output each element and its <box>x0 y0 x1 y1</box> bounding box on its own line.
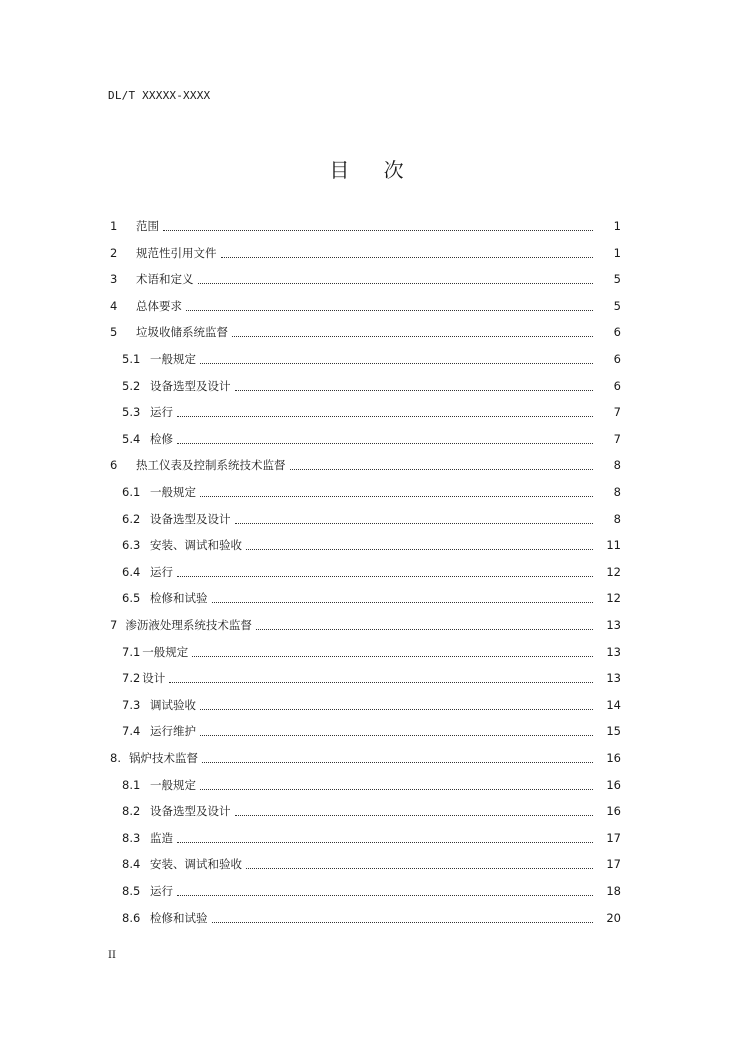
toc-entry[interactable] <box>0 213 733 239</box>
toc-dot-leader <box>177 399 593 425</box>
toc-entry[interactable] <box>0 772 733 798</box>
toc-entry-label: 设备选型及设计 <box>150 511 231 526</box>
toc-entry-label: 热工仪表及控制系统技术监督 <box>136 458 286 473</box>
toc-dot-leader <box>235 798 594 824</box>
toc-dot-leader <box>192 639 593 665</box>
toc-entry-number: 4 <box>110 298 118 313</box>
toc-entry[interactable] <box>0 612 733 638</box>
toc-entry[interactable] <box>0 878 733 904</box>
toc-entry[interactable] <box>0 399 733 425</box>
toc-entry-number: 5.2 <box>122 378 141 393</box>
toc-entry-number: 6 <box>110 458 118 473</box>
toc-entry-number: 7 <box>110 618 118 632</box>
toc-dot-leader <box>200 479 593 505</box>
toc-entry-label: 一般规定 <box>150 485 196 499</box>
toc-entry-label: 锅炉技术监督 <box>128 751 198 765</box>
toc-entry-label: 总体要求 <box>136 298 182 313</box>
toc-entry-page: 7 <box>613 405 621 420</box>
toc-entry-page: 20 <box>606 910 621 925</box>
toc-entry-label: 设备选型及设计 <box>150 804 231 819</box>
toc-entry-label: 运行 <box>150 884 173 898</box>
toc-entry-page: 8 <box>613 485 621 499</box>
toc-dot-leader <box>235 373 594 399</box>
toc-entry[interactable] <box>0 346 733 372</box>
footer-page-number: II <box>108 950 116 961</box>
toc-entry-page: 1 <box>613 219 621 233</box>
toc-entry-page: 1 <box>613 245 621 260</box>
toc-dot-leader <box>202 745 593 771</box>
toc-entry-label: 调试验收 <box>150 697 196 712</box>
toc-entry-page: 8 <box>613 511 621 526</box>
toc-dot-leader <box>232 319 593 345</box>
toc-entry-number: 5 <box>110 325 118 340</box>
toc-entry[interactable] <box>0 479 733 505</box>
toc-entry-page: 7 <box>613 431 621 446</box>
toc-dot-leader <box>163 213 593 239</box>
toc-entry-label: 安装、调试和验收 <box>150 538 242 553</box>
toc-entry-label: 术语和定义 <box>136 272 194 287</box>
toc-entry[interactable] <box>0 293 733 319</box>
toc-entry-label: 安装、调试和验收 <box>150 857 242 872</box>
toc-dot-leader <box>200 692 593 718</box>
toc-entry-number: 2 <box>110 245 118 260</box>
toc-entry[interactable] <box>0 798 733 824</box>
toc-entry-label: 检修和试验 <box>150 591 208 606</box>
toc-dot-leader <box>221 240 594 266</box>
toc-entry-label: 监造 <box>150 830 173 845</box>
toc-entry-page: 17 <box>606 830 621 845</box>
toc-entry-number: 6.2 <box>122 511 141 526</box>
toc-entry[interactable] <box>0 240 733 266</box>
toc-entry-label: 设计 <box>142 671 166 686</box>
toc-entry-page: 17 <box>606 857 621 872</box>
toc-entry-page: 13 <box>606 618 621 632</box>
toc-entry-number: 8. <box>110 751 121 765</box>
toc-entry-label: 一般规定 <box>150 352 196 366</box>
toc-dot-leader <box>177 426 593 452</box>
toc-entry-page: 8 <box>613 458 621 473</box>
toc-entry-number: 6.1 <box>122 485 141 499</box>
toc-entry-number: 6.3 <box>122 538 141 553</box>
toc-entry-page: 13 <box>606 644 621 659</box>
toc-entry[interactable] <box>0 452 733 478</box>
toc-entry-page: 6 <box>613 378 621 393</box>
toc-dot-leader <box>256 612 593 638</box>
toc-entry-label: 运行维护 <box>150 724 196 739</box>
toc-dot-leader <box>200 772 593 798</box>
toc-entry[interactable] <box>0 585 733 611</box>
toc-dot-leader <box>200 346 593 372</box>
toc-entry-label: 范围 <box>136 219 159 233</box>
toc-entry[interactable] <box>0 426 733 452</box>
toc-entry-page: 6 <box>613 352 621 366</box>
toc-entry[interactable] <box>0 905 733 931</box>
toc-entry-number: 8.3 <box>122 830 141 845</box>
toc-entry-page: 5 <box>613 298 621 313</box>
toc-entry-page: 13 <box>606 671 621 686</box>
toc-entry-label: 垃圾收储系统监督 <box>136 325 228 340</box>
toc-entry[interactable] <box>0 559 733 585</box>
toc-dot-leader <box>198 266 594 292</box>
toc-entry[interactable] <box>0 745 733 771</box>
toc-entry-page: 5 <box>613 272 621 287</box>
toc-dot-leader <box>169 665 593 691</box>
toc-entry-number: 3 <box>110 272 118 287</box>
toc-entry-page: 16 <box>606 777 621 792</box>
toc-entry-page: 12 <box>606 591 621 606</box>
toc-entry[interactable] <box>0 692 733 718</box>
toc-entry-page: 16 <box>606 804 621 819</box>
toc-entry-label: 设备选型及设计 <box>150 378 231 393</box>
toc-dot-leader <box>290 452 594 478</box>
toc-title: 目 次 <box>329 158 418 182</box>
toc-dot-leader <box>246 851 593 877</box>
toc-entry-number: 7.3 <box>122 697 141 712</box>
toc-entry[interactable] <box>0 506 733 532</box>
toc-entry-page: 12 <box>606 564 621 579</box>
toc-entry-number: 8.4 <box>122 857 141 872</box>
toc-entry-label: 运行 <box>150 405 173 420</box>
toc-dot-leader <box>212 905 594 931</box>
toc-entry-label: 规范性引用文件 <box>136 245 217 260</box>
toc-entry-page: 16 <box>606 751 621 765</box>
toc-dot-leader <box>177 825 593 851</box>
toc-entry-label: 运行 <box>150 564 173 579</box>
toc-entry[interactable] <box>0 718 733 744</box>
document-code: DL/T XXXXX-XXXX <box>108 89 211 102</box>
toc-entry[interactable] <box>0 665 733 691</box>
toc-entry[interactable] <box>0 639 733 665</box>
toc-entry-label: 一般规定 <box>150 777 196 792</box>
toc-entry[interactable] <box>0 825 733 851</box>
toc-entry-number: 7.2 <box>122 671 141 686</box>
toc-entry-page: 11 <box>606 538 621 553</box>
toc-entry-number: 5.1 <box>122 352 141 366</box>
toc-entry-number: 8.6 <box>122 910 141 925</box>
toc-entry-page: 14 <box>606 697 621 712</box>
toc-dot-leader <box>212 585 594 611</box>
toc-entry-number: 8.1 <box>122 777 141 792</box>
toc-dot-leader <box>246 532 593 558</box>
toc-entry-label: 渗沥液处理系统技术监督 <box>125 618 252 632</box>
toc-entry-label: 一般规定 <box>142 644 189 659</box>
toc-dot-leader <box>177 878 593 904</box>
toc-entry-number: 6.4 <box>122 564 141 579</box>
toc-entry-page: 6 <box>613 325 621 340</box>
toc-entry-page: 15 <box>606 724 621 739</box>
toc-entry-label: 检修和试验 <box>150 910 208 925</box>
toc-entry-number: 8.2 <box>122 804 141 819</box>
toc-dot-leader <box>177 559 593 585</box>
toc-entry-label: 检修 <box>150 431 173 446</box>
toc-dot-leader <box>235 506 594 532</box>
toc-entry-number: 7.1 <box>122 644 141 659</box>
toc-entry[interactable] <box>0 532 733 558</box>
toc-entry-number: 5.4 <box>122 431 141 446</box>
toc-entry[interactable] <box>0 851 733 877</box>
toc-dot-leader <box>200 718 593 744</box>
toc-entry[interactable] <box>0 373 733 399</box>
toc-entry-number: 5.3 <box>122 405 141 420</box>
toc-entry-number: 6.5 <box>122 591 141 606</box>
toc-entry-number: 8.5 <box>122 884 141 898</box>
toc-entry[interactable] <box>0 266 733 292</box>
toc-entry-page: 18 <box>606 884 621 898</box>
toc-entry-number: 1 <box>110 219 118 233</box>
toc-entry-number: 7.4 <box>122 724 141 739</box>
toc-entry[interactable] <box>0 319 733 345</box>
toc-dot-leader <box>186 293 593 319</box>
